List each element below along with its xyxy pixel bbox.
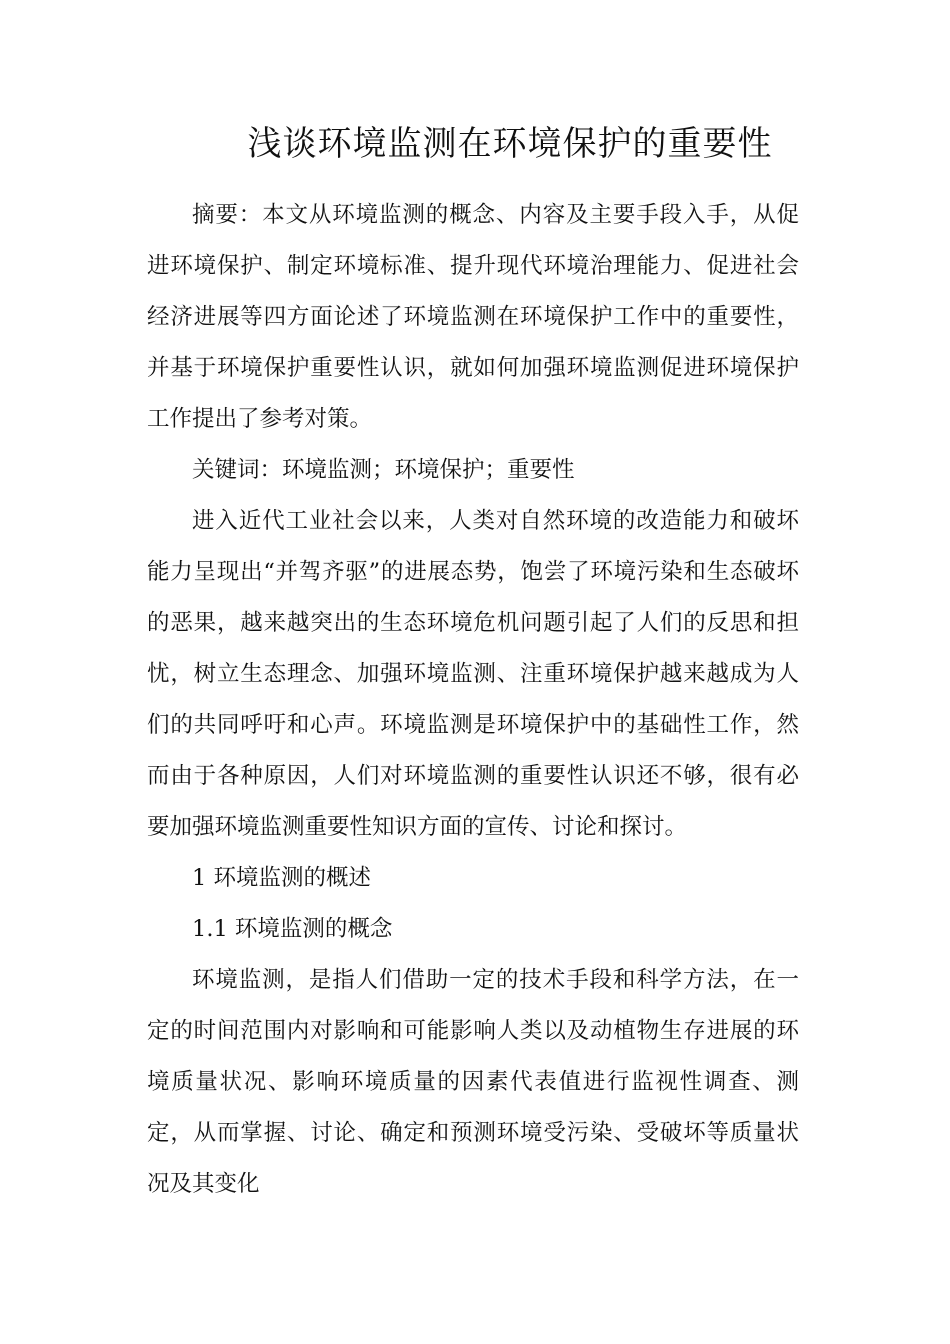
- section-heading-1: 1 环境监测的概述: [192, 865, 371, 891]
- document-body: [147, 190, 799, 1210]
- document-title: 浅谈环境监测在环境保护的重要性: [247, 124, 773, 164]
- abstract-paragraph: 摘要：本文从环境监测的概念、内容及主要手段入手，从促进环境保护、制定环境标准、提升现代环境治理能力、促进社会经济进展等四方面论述了环境监测在环境保护工作中的重要性，并基于环境保护重要性认识，就如何加强环境监测促进环境保护工作提出了参考对策。: [147, 202, 799, 432]
- section-heading-1-1: 1.1 环境监测的概念: [192, 916, 393, 942]
- keywords-paragraph: 关键词：环境监测；环境保护；重要性: [192, 457, 575, 483]
- intro-paragraph: 进入近代工业社会以来，人类对自然环境的改造能力和破坏能力呈现出“并驾齐驱”的进展态势，饱尝了环境污染和生态破坏的恶果，越来越突出的生态环境危机问题引起了人们的反思和担忧，树立生态理念、加强环境监测、注重环境保护越来越成为人们的共同呼吁和心声。环境监测是环境保护中的基础性工作，然而由于各种原因，人们对环境监测的重要性认识还不够，很有必要加强环境监测重要性知识方面的宣传、讨论和探讨。: [147, 508, 799, 840]
- definition-paragraph: 环境监测，是指人们借助一定的技术手段和科学方法，在一定的时间范围内对影响和可能影响人类以及动植物生存进展的环境质量状况、影响环境质量的因素代表值进行监视性调查、测定，从而掌握、讨论、确定和预测环境受污染、受破坏等质量状况及其变化: [147, 967, 799, 1197]
